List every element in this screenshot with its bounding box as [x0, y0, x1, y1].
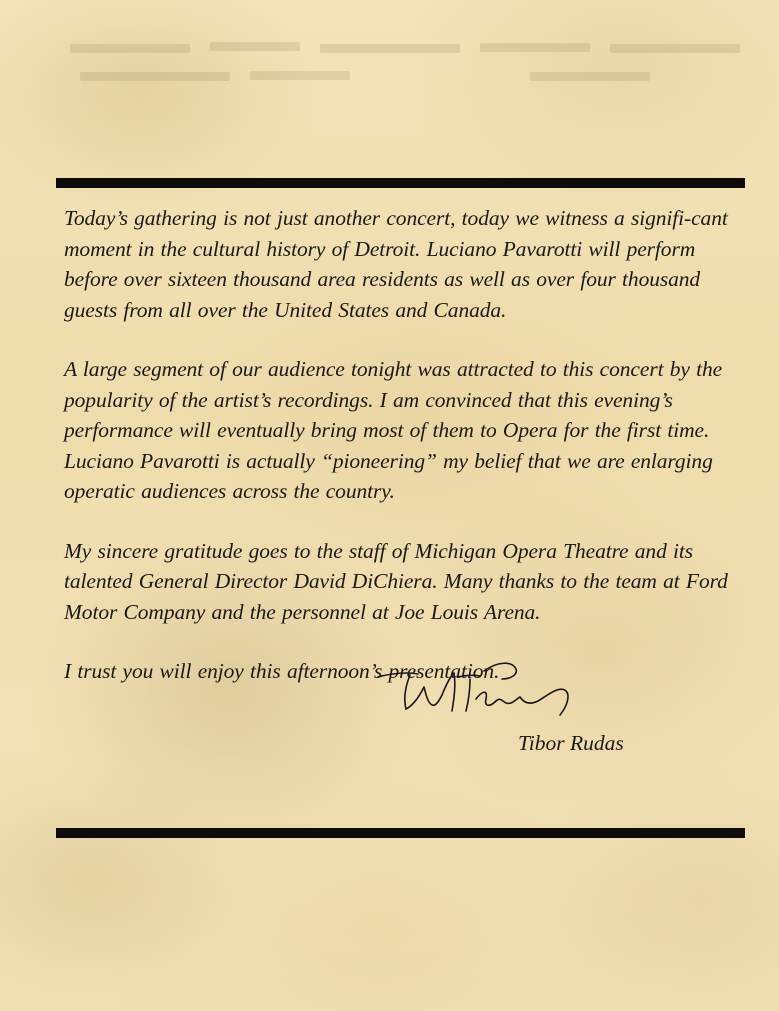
top-divider-bar: [56, 178, 745, 188]
paragraph-3: My sincere gratitude goes to the staff of Michigan Opera Theatre and its talented General Director David DiChiera. Many thanks to the team at Ford Motor Company and the personnel at Joe Louis Arena.: [64, 538, 728, 624]
paragraph-2: A large segment of our audience tonight was attracted to this concert by the popularity of the artist’s recordings. I am convinced that this evening’s performance will eventually bring most of them to Opera for the first time. Luciano Pavarotti is actually “pioneering” my belief that we are enlarging operatic audiences across the country.: [64, 357, 723, 503]
letter-body: [64, 203, 734, 716]
bottom-divider-bar: [56, 828, 745, 838]
signature-block: [370, 655, 630, 775]
paragraph-4: I trust you will enjoy this afternoon’s presentation.: [64, 659, 500, 683]
faint-background-print: [70, 38, 750, 98]
paragraph-1: Today’s gathering is not just another concert, today we witness a signifi-cant moment in the cultural history of Detroit. Luciano Pavarotti will perform before over sixteen thousand area residents as well as over four thousand guests from all over the United States and Canada.: [64, 206, 728, 322]
handwritten-signature: [370, 655, 610, 735]
signer-name: Tibor Rudas: [518, 731, 624, 755]
